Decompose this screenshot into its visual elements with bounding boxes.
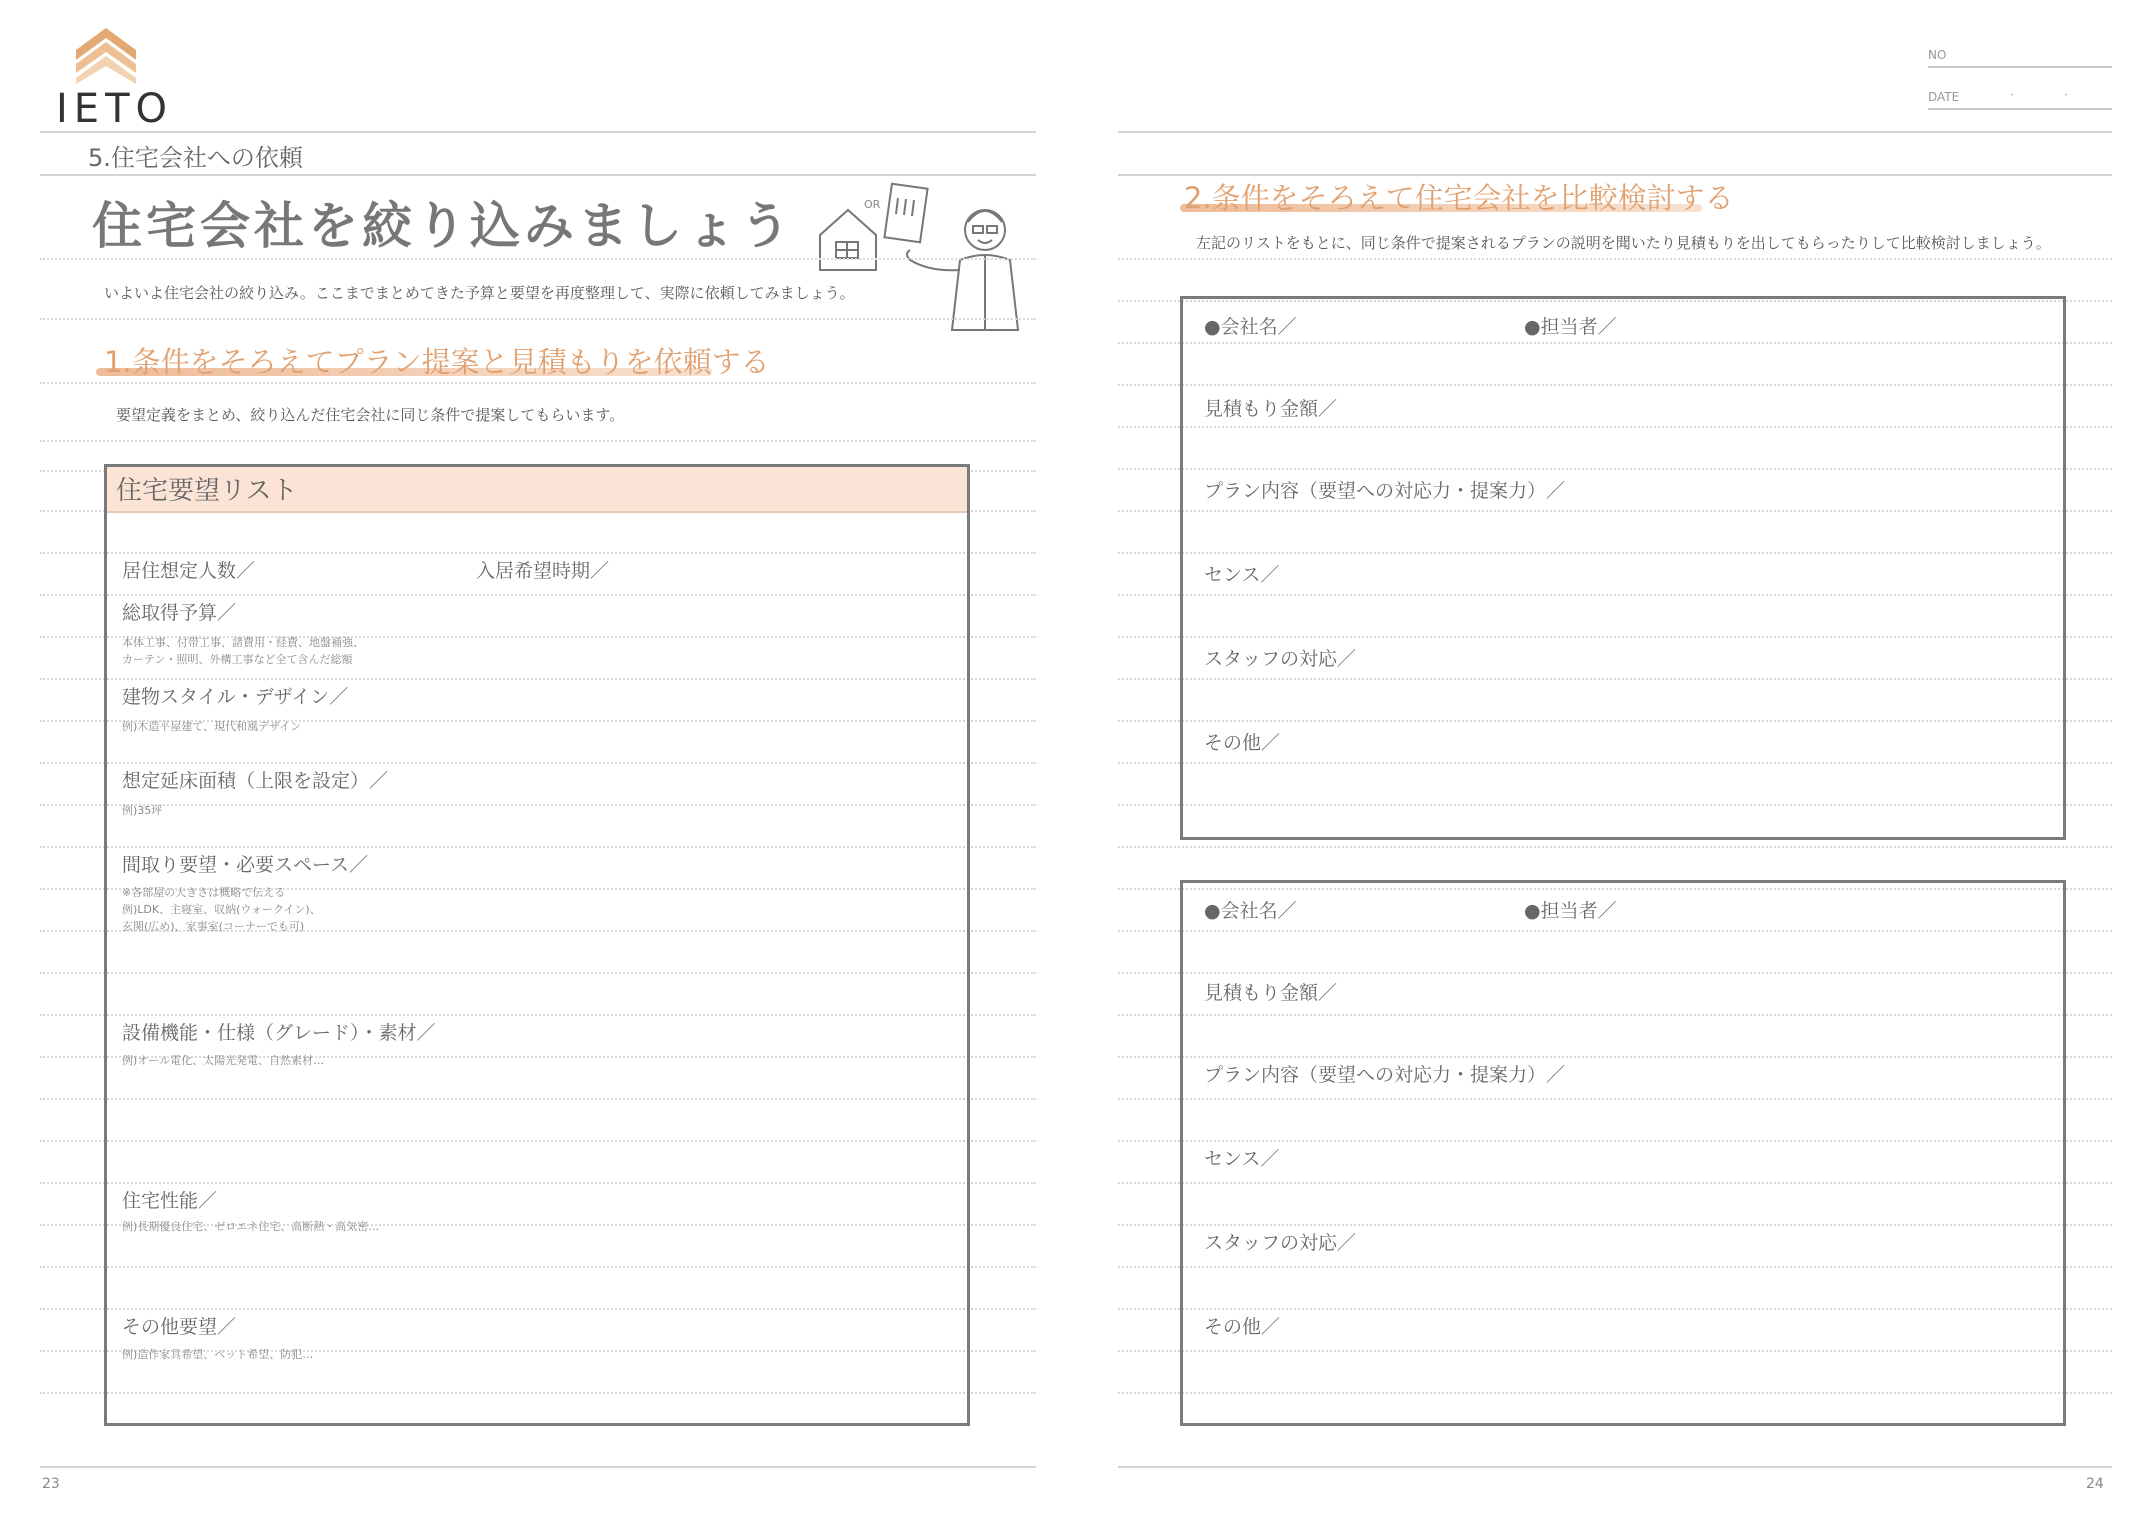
card2-contact-label[interactable]: ●担当者／	[1524, 900, 1617, 922]
step1-heading: 1.条件をそろえてプラン提案と見積もりを依頼する	[104, 345, 770, 379]
list-title: 住宅要望リスト	[116, 476, 298, 506]
logo-wordmark: IETO	[56, 86, 173, 132]
performance-note: 例)長期優良住宅、ゼロエネ住宅、高断熱・高気密…	[122, 1220, 380, 1233]
budget-note-1: 本体工事、付帯工事、諸費用・経費、地盤補強、	[122, 636, 364, 649]
card1-company-label[interactable]: ●会社名／	[1204, 316, 1297, 338]
step1-text: 要望定義をまとめ、絞り込んだ住宅会社に同じ条件で提案してもらいます。	[116, 406, 625, 424]
performance-label[interactable]: 住宅性能／	[122, 1190, 218, 1212]
date-label: DATE	[1928, 90, 1960, 104]
house-logo-icon	[74, 26, 138, 86]
card2-company-label[interactable]: ●会社名／	[1204, 900, 1297, 922]
comparison-card-2	[1180, 880, 2066, 1426]
card2-plan-label[interactable]: プラン内容（要望への対応力・提案力）／	[1204, 1064, 1566, 1086]
advisor-illustration-icon	[810, 180, 1040, 340]
page-title: 住宅会社を絞り込みましょう	[92, 197, 794, 255]
card2-other-label[interactable]: その他／	[1204, 1316, 1281, 1338]
card1-sense-label[interactable]: センス／	[1204, 564, 1280, 586]
card1-other-label[interactable]: その他／	[1204, 732, 1281, 754]
layout-note-3: 玄関(広め)、家事室(コーナーでも可)	[122, 920, 305, 933]
card2-estimate-label[interactable]: 見積もり金額／	[1204, 982, 1338, 1004]
step2-text: 左記のリストをもとに、同じ条件で提案されるプランの説明を聞いたり見積もりを出してもらったりして比較検討しましょう。	[1196, 234, 2051, 252]
date-separator-2: ．	[2064, 84, 2077, 98]
date-field[interactable]	[1928, 108, 2112, 110]
residents-label[interactable]: 居住想定人数／	[122, 560, 256, 582]
no-label: NO	[1928, 48, 1947, 62]
illustration-or-label: OR	[864, 198, 881, 211]
card2-staff-label[interactable]: スタッフの対応／	[1204, 1232, 1357, 1254]
layout-note-1: ※各部屋の大きさは概略で伝える	[122, 886, 286, 899]
section-title: 5.住宅会社への依頼	[88, 144, 303, 172]
comparison-card-1	[1180, 296, 2066, 840]
card1-estimate-label[interactable]: 見積もり金額／	[1204, 398, 1338, 420]
card2-sense-label[interactable]: センス／	[1204, 1148, 1280, 1170]
style-note: 例)木造平屋建て、現代和風デザイン	[122, 720, 302, 733]
step2-heading: 2.条件をそろえて住宅会社を比較検討する	[1184, 181, 1734, 215]
other-requests-note: 例)造作家具希望、ペット希望、防犯…	[122, 1348, 314, 1361]
budget-label[interactable]: 総取得予算／	[122, 602, 237, 624]
intro-text: いよいよ住宅会社の絞り込み。ここまでまとめてきた予算と要望を再度整理して、実際に依頼してみましょう。	[104, 284, 855, 302]
other-requests-label[interactable]: その他要望／	[122, 1316, 237, 1338]
date-separator-1: ．	[2010, 84, 2023, 98]
card1-contact-label[interactable]: ●担当者／	[1524, 316, 1617, 338]
floor-area-note: 例)35坪	[122, 804, 163, 817]
budget-note-2: カーテン・照明、外構工事など全て含んだ総額	[122, 653, 353, 666]
card1-staff-label[interactable]: スタッフの対応／	[1204, 648, 1357, 670]
page-number-left: 23	[42, 1476, 60, 1492]
layout-label[interactable]: 間取り要望・必要スペース／	[122, 854, 369, 876]
move-in-label[interactable]: 入居希望時期／	[476, 560, 610, 582]
card1-plan-label[interactable]: プラン内容（要望への対応力・提案力）／	[1204, 480, 1566, 502]
no-field[interactable]	[1928, 66, 2112, 68]
equipment-label[interactable]: 設備機能・仕様（グレード）・素材／	[122, 1022, 436, 1044]
page-number-right: 24	[2086, 1476, 2104, 1492]
floor-area-label[interactable]: 想定延床面積（上限を設定）／	[122, 770, 389, 792]
style-label[interactable]: 建物スタイル・デザイン／	[122, 686, 349, 708]
layout-note-2: 例)LDK、主寝室、収納(ウォークイン)、	[122, 903, 321, 916]
equipment-note: 例)オール電化、太陽光発電、自然素材…	[122, 1054, 325, 1067]
